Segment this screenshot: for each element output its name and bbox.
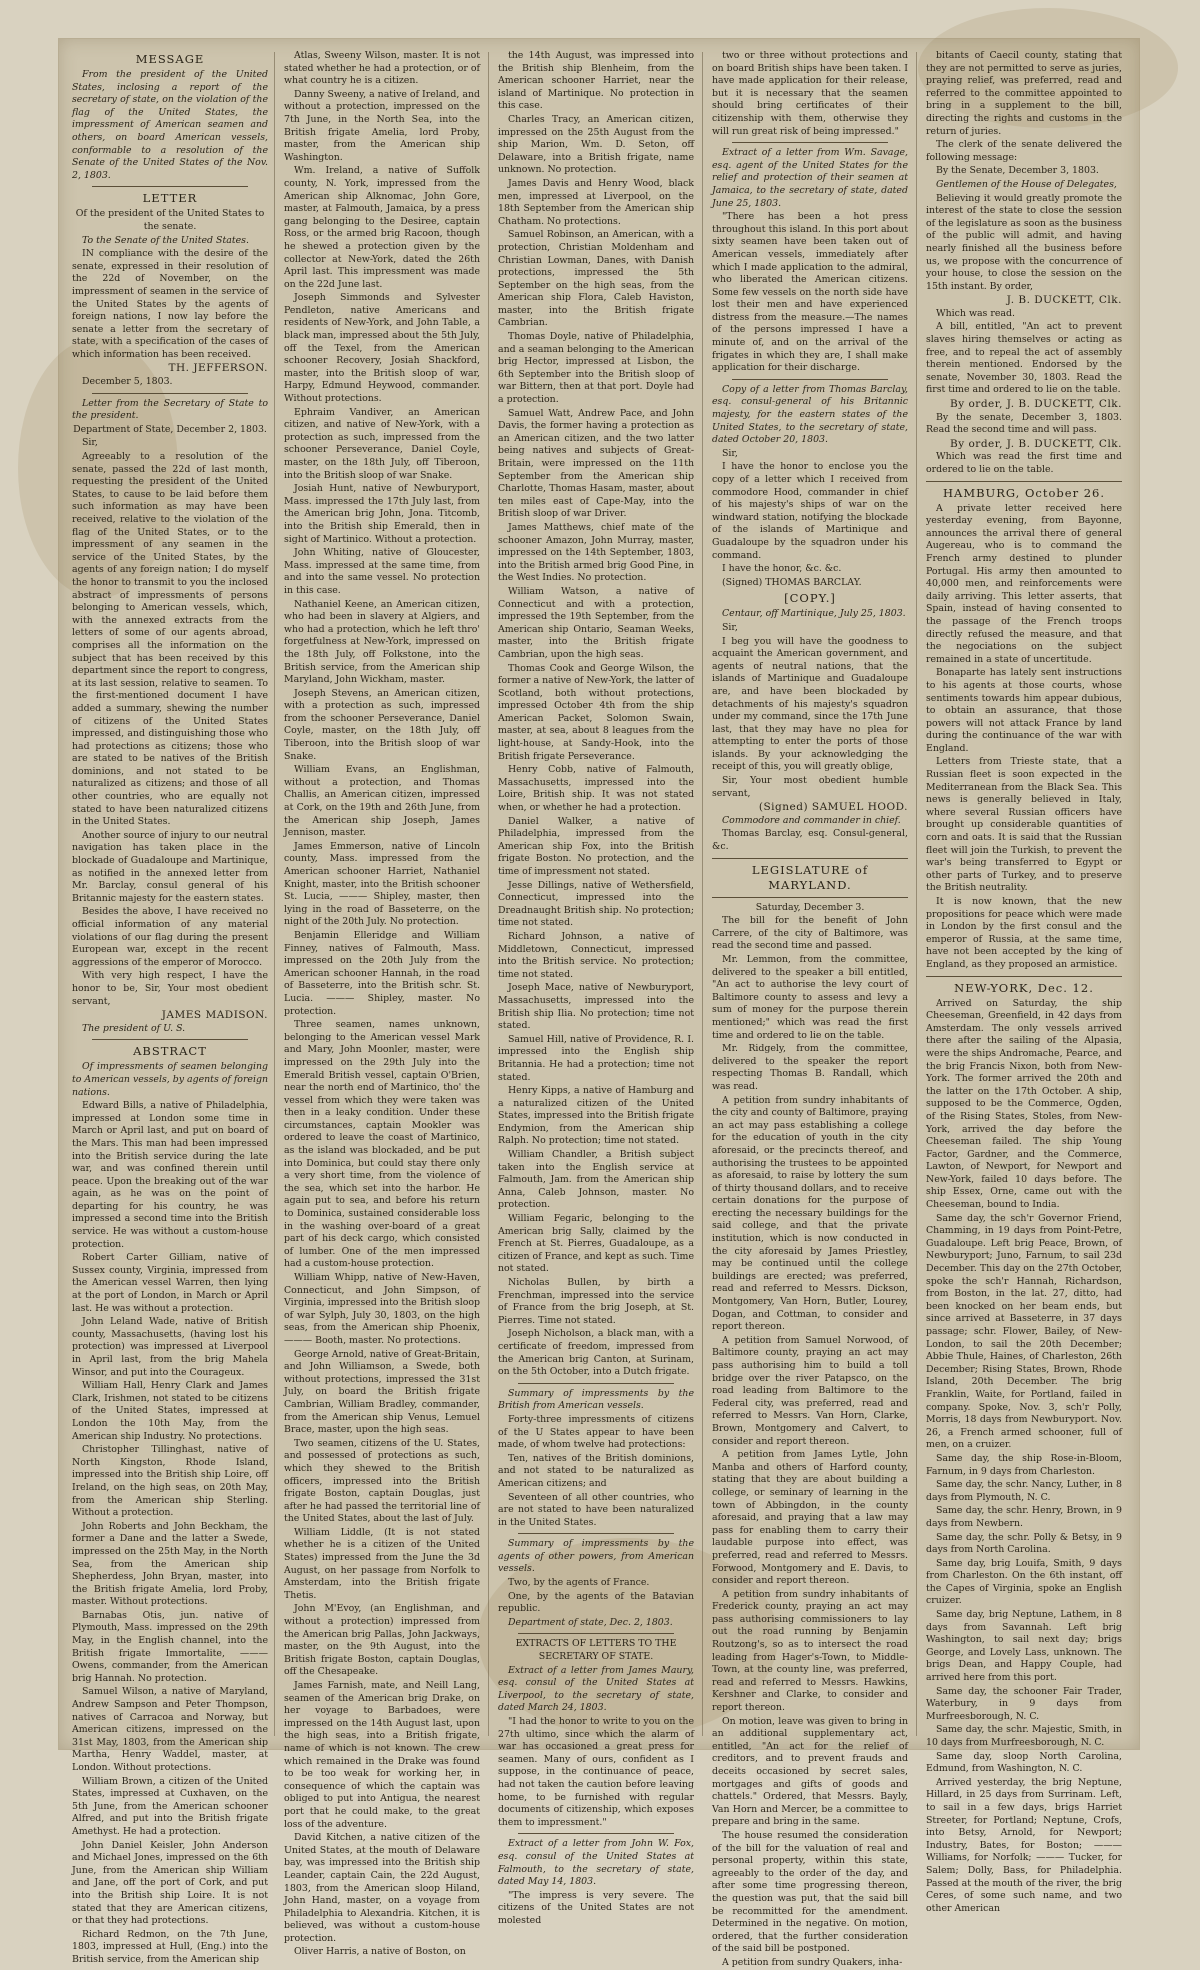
paragraph: David Kitchen, a native citizen of the United States, at the mouth of Delaware bay, was impressed into the British ship Leander, captain Cain, the 22d August, 1803, from the American sloop Hiland, John Hand, master, on a voyage from Philadelphia to Alexandria. Kitchen, it is believed, was without a custom-house protection.: [284, 1832, 480, 1944]
separator-rule: [926, 481, 1122, 482]
paragraph: William Watson, a native of Connecticut and with a protection, impressed the 19th September, from the American ship Ontario, Seaman Weeks, master, into the British frigate Cambrian, upon the high seas.: [498, 585, 694, 660]
paragraph: Bonaparte has lately sent instructions to his agents at those courts, whose sentiments towards him appear dubious, to obtain an assurance, that those powers will not attack France by land during the continuance of the war with England.: [926, 667, 1122, 754]
paragraph: Sir,: [82, 437, 98, 449]
signature: (Signed) SAMUEL HOOD.: [758, 801, 908, 814]
separator-rule: [518, 1383, 674, 1384]
paragraph: The bill for the benefit of John Carrere, of the city of Baltimore, was read the second time and passed.: [712, 915, 908, 952]
paragraph: It is now known, that the new propositions for peace which were made in London by the first consul and the emperor of Russia, at the same time, have not been accepted by the king of England, as they proposed an armistice.: [926, 896, 1122, 970]
separator-rule: [92, 393, 248, 394]
paragraph: December 5, 1803.: [82, 376, 173, 388]
paragraph: Samuel Hill, native of Providence, R. I. impressed into the English ship Britannia. He had a protection; time not stated.: [498, 1033, 694, 1083]
column-rule: [274, 52, 275, 1736]
paragraph: Robert Carter Gilliam, native of Sussex county, Virginia, impressed from the American vessel Warren, then lying at the port of London, in March or April last. He was without a protection.: [72, 1252, 268, 1314]
paragraph: By the Senate, December 3, 1803.: [936, 165, 1099, 177]
paragraph: "There has been a hot press throughout this island. In this port about sixty seamen have been taken out of American vessels, immediately after which I made application to the admiral, who liberated the American citizens. Some few vessels on the north side have lost their men and have experienced distress from the measure.—The names of the persons impressed I have a minute of, and on the arrival of the frigates in which they are, I shall make application for their discharge.: [712, 211, 908, 374]
paragraph: Edward Bills, a native of Philadelphia, impressed at London some time in March or April last, and put on board of the Mars. This man had been impressed into the British service during the late war, and was confined therein until peace. Upon the breaking out of the war again, as he was on the point of departing for his country, he was impressed a second time into the British service. He was without a custom-house protection.: [72, 1100, 268, 1250]
italic-line: The president of U. S.: [82, 1022, 186, 1034]
paragraph: Barnabas Otis, jun. native of Plymouth, Mass. impressed on the 29th May, in the English channel, into the British frigate Immortalite, ——— Owens, commander, from the American brig Hannah. No protection.: [72, 1609, 268, 1684]
paragraph: Nicholas Bullen, by birth a Frenchman, impressed into the service of France from the brig Joseph, at St. Pierres. Time not stated.: [498, 1277, 694, 1326]
paragraph: A petition from James Lytle, John Manba and others of Harford county, stating that they are about building a college, or seminary of learning in the town of Abbingdon, in the county aforesaid, and praying that a law may pass for enabling them to carry their laudable purpose into effect, was preferred, read and referred to Messrs. Forwood, Montgomery and E. Davis, to consider and report thereon.: [712, 1449, 908, 1587]
paragraph: George Arnold, native of Great-Britain, and John Williamson, a Swede, both without protections, impressed the 31st July, on board the British frigate Cambrian, William Bradley, commander, from the American ship Venus, Lemuel Brace, master, upon the high seas.: [284, 1348, 480, 1436]
paragraph: Richard Redmon, on the 7th June, 1803, impressed at Hull, (Eng.) into the British service, from the American ship: [72, 1928, 268, 1965]
italic-line: Department of state, Dec. 2, 1803.: [508, 1616, 673, 1628]
paragraph: James Matthews, chief mate of the schooner Amazon, John Murray, master, impressed on the 14th September, 1803, into the British armed brig Good Pine, in the West Indies. No protection.: [498, 521, 694, 584]
paragraph: Same day, the sch'r Governor Friend, Chamming, in 19 days from Point-Petre, Guadaloupe. Left brig Peace, Brown, of Newburyport; Juno, Farnum, to sail 23d December. This day on the 27th October, spoke the sch'r Hannah, Richardson, from Boston, in the lat. 27, ditto, had been knocked on her beam ends, but since arrived at Basseterre, in 37 days passage; schr. Flower, Bailey, of New-London, to sail the 20th December; Abbie Thule, Haines, of Charleston, 26th December; Rising States, Brown, Rhode Island, 20th December. The brig Franklin, Waite, for Portland, failed in company. Spoke, Nov. 3, sch'r Polly, Morris, 18 days from Newburyport. Nov. 26, a French armed schooner, full of men, on a cruizer.: [926, 1212, 1122, 1451]
italic-line: Letter from the Secretary of State to the president.: [72, 397, 268, 422]
paragraph: Thomas Doyle, native of Philadelphia, and a seaman belonging to the American brig Hector, impressed at Lisbon, the 6th September into the British sloop of war Bittern, then at that port. Doyle had a protection.: [498, 331, 694, 406]
paragraph: James Farnish, mate, and Neill Lang, seamen of the American brig Drake, on her voyage to Barbadoes, were impressed on the 14th August last, upon the high seas, into a British frigate, name of which is not known. The crew which remained in the Drake was found to be too weak for working her, in consequence of which the captain was obliged to put into Antigua, the nearest port that he could make, to the great loss of the adventure.: [284, 1680, 480, 1830]
separator-rule: [518, 1533, 674, 1534]
column-2: [280, 50, 484, 1958]
paragraph: Which was read the first time and ordered to lie on the table.: [926, 451, 1122, 475]
separator-rule: [518, 1833, 674, 1834]
paragraph: John Roberts and John Beckham, the former a Dane and the latter a Swede, impressed on the 25th May, in the North Sea, from the American ship Shepherdess, John Bryan, master, into the British frigate Amelia, lord Proby, master. Without protections.: [72, 1520, 268, 1608]
paragraph: Jesse Dillings, native of Wethersfield, Connecticut, impressed into the Dreadnaught British ship. No protection; time not stated.: [498, 879, 694, 929]
paragraph: "I had the honor to write to you on the 27th ultimo, since which the alarm of war has occasioned a great press for seamen. Many of ours, confident as I suppose, in the continuance of peace, had not taken the caution before leaving home, to be furnished with regular documents of citizenship, which exposes them to impressment.": [498, 1716, 694, 1828]
italic-line: Extract of a letter from Wm. Savage, esq. agent of the United States for the relief and protection of their seamen at Jamaica, to the secretary of state, dated June 25, 1803.: [712, 147, 908, 209]
paragraph: Nathaniel Keene, an American citizen, who had been in slavery at Algiers, and who had a protection, which he left thro' forgetfulness at New-York, impressed on the 18th July, off Folkstone, into the British service, from the American ship Maryland, John Wickham, master.: [284, 598, 480, 686]
paragraph: William Fegaric, belonging to the American brig Sally, claimed by the French at St. Pierres, Guadaloupe, as a citizen of France, and kept as such. Time not stated.: [498, 1213, 694, 1275]
paragraph: Which was read.: [936, 307, 1015, 319]
paragraph: Same day, the schr. Polly & Betsy, in 9 days from North Carolina.: [926, 1531, 1122, 1556]
separator-rule: [92, 1039, 248, 1040]
italic-line: Summary of impressments by the British from American vessels.: [498, 1387, 694, 1412]
paragraph: two or three without protections and on board British ships have been taken. I have made application for their release, but it is necessary that the seamen should bring certificates of their citizenship with them, otherwise they will run great risk of being impressed.": [712, 50, 908, 137]
paragraph: John M'Evoy, (an Englishman, and without a protection) impressed from the American brig Pallas, John Jackways, master, on the 9th August, into the British frigate Boston, captain Douglas, off the Chesapeake.: [284, 1603, 480, 1678]
paragraph: The house resumed the consideration of the bill for the valuation of real and personal property, within this state, agreeably to the order of the day, and after some time progressing thereon, the question was put, that the said bill be recommitted for the amendment. Determined in the negative. On motion, ordered, that the further consideration of the said bill be postponed.: [712, 1829, 908, 1955]
paragraph: The clerk of the senate delivered the following message:: [926, 139, 1122, 163]
signature: JAMES MADISON.: [161, 1009, 268, 1022]
paragraph: Same day, the schr. Henry, Brown, in 9 days from Newbern.: [926, 1505, 1122, 1529]
centered-line: Of the president of the United States to the senate.: [75, 208, 265, 232]
italic-line: Of impressments of seamen belonging to American vessels, by agents of foreign nations.: [72, 1061, 269, 1098]
paragraph: Thomas Barclay, esq. Consul-general, &c.: [712, 828, 908, 853]
paragraph: Ephraim Vandiver, an American citizen, and native of New-York, with a protection as such, impressed from the schooner Perseverance, Daniel Coyle, master, on the 18th July, off Tiberoon, into the British sloop of war Snake.: [284, 406, 480, 481]
paragraph: John Whiting, native of Gloucester, Mass. impressed at the same time, from and into the same vessel. No protection in this case.: [284, 547, 480, 596]
paragraph: William Evans, an Englishman, without a protection, and Thomas Challis, an American citizen, impressed at Cork, on the 19th and 26th June, from the American ship Joseph, James Jennison, master.: [284, 764, 480, 839]
paragraph: Samuel Watt, Andrew Pace, and John Davis, the former having a protection as an American citizen, and the two latter being natives and subjects of Great-Britain, were impressed on the 11th September from the American ship Charlotte, Thomas Hasam, master, about ten miles east of Cape-May, into the British sloop of war Driver.: [498, 407, 694, 520]
paragraph: William Whipp, native of New-Haven, Connecticut, and John Simpson, of Virginia, impressed into the British sloop of war Sylph, July 30, 1803, on the high seas, from the American ship Phoenix, ——— Booth, master. No protections.: [284, 1272, 480, 1346]
paragraph: I beg you will have the goodness to acquaint the American government, and agents of neutral nations, that the islands of Martinique and Guadaloupe are, and have been blockaded by detachments of his majesty's squadron under my command, since the 17th June last, that they may have no plea for attempting to enter the ports of those islands. By your acknowledging the receipt of this, you will greatly oblige,: [712, 635, 908, 773]
centered-line: Department of State, December 2, 1803.: [73, 423, 267, 435]
paragraph: With very high respect, I have the honor to be, Sir, Your most obedient servant,: [72, 970, 268, 1007]
paragraph: A bill, entitled, "An act to prevent slaves hiring themselves or acting as free, and to repeal the act of assembly therein mentioned. Endorsed by the senate, November 30, 1803. Read the first time and ordered to lie on the table.: [926, 321, 1122, 396]
section-heading: ABSTRACT: [133, 1044, 207, 1059]
paragraph: Same day, brig Neptune, Lathem, in 8 days from Savannah. Left brig Washington, to sail next day; brigs George, and Lovely Lass, unknown. The brigs Dean, and Happy Couple, had arrived here from this port.: [926, 1609, 1122, 1684]
italic-line: Gentlemen of the House of Delegates,: [936, 178, 1117, 190]
italic-line: To the Senate of the United States.: [82, 234, 249, 246]
paragraph: Arrived on Saturday, the ship Cheeseman, Greenfield, in 42 days from Amsterdam. The only vessels arrived there after the sailing of the Alpasia, were the ships Andromache, Pearce, and the brig Francis Nixon, both from New-York. The former arrived the 20th and the latter on the 17th October. A ship, supposed to be the Commerce, Ogden, of the Rising States, Stoles, from New-York, arrived the day before the Cheeseman failed. The ship Young Factor, Gardner, and the Commerce, Lawton, of Newport, for Newport and New-York, failed 10 days before. The ship Essex, Orne, came out with the Cheeseman, bound to India.: [926, 997, 1122, 1211]
paragraph: Believing it would greatly promote the interest of the state to close the session of the legislature as soon as the business of the public will admit, and having nearly finished all the business before us, we propose with the concurrence of your house, to close the session on the 15th instant. By order,: [926, 192, 1122, 292]
column-rule: [488, 52, 489, 1736]
paragraph: Same day, the schooner Fair Trader, Waterbury, in 9 days from Murfreesborough, N. C.: [926, 1685, 1122, 1722]
paragraph: IN compliance with the desire of the senate, expressed in their resolution of the 22d of November, on the impressment of seamen in the service of the United States by the agents of foreign nations, I now lay before the senate a letter from the secretary of state, with a specification of the cases of which information has been received.: [72, 248, 268, 360]
paragraph: Joseph Nicholson, a black man, with a certificate of freedom, impressed from the American brig Canton, at Surinam, on the 5th October, into a Dutch frigate.: [498, 1328, 694, 1378]
paragraph: Atlas, Sweeny Wilson, master. It is not stated whether he had a protection, or of what country he is a citizen.: [284, 50, 480, 87]
italic-line: Summary of impressments by the agents of other powers, from American vessels.: [498, 1538, 694, 1575]
paragraph: Wm. Ireland, a native of Suffolk county, N. York, impressed from the American ship Alknomac, John Gore, master, at Falmouth, Jamaica, by a press gang belonging to the Desiree, captain Ross, or the armed brig Racoon, though he shewed a protection given by the collector at New-York, dated the 26th April last. This impressment was made on the 22d June last.: [284, 165, 480, 290]
paragraph: Thomas Cook and George Wilson, the former a native of New-York, the latter of Scotland, both without protections, impressed October 4th from the ship American Packet, Solomon Swain, master, at sea, about 8 leagues from the light-house, at Sandy-Hook, into the British frigate Perseverance.: [498, 662, 695, 762]
italic-line: Copy of a letter from Thomas Barclay, esq. consul-general of his Britannic majesty, for the eastern states of the United States, to the secretary of state, dated October 20, 1803.: [712, 383, 908, 446]
italic-line: Centaur, off Martinique, July 25, 1803.: [722, 608, 906, 620]
italic-line: Extract of a letter from John W. Fox, esq. consul of the United States at Falmouth, to the secretary of state, dated May 14, 1803.: [498, 1838, 694, 1888]
signature: J. B. DUCKETT, Clk.: [1006, 294, 1122, 307]
signature: By order, J. B. DUCKETT, Clk.: [950, 437, 1122, 450]
paragraph: James Davis and Henry Wood, black men, impressed at Liverpool, on the 18th September from the American ship Chatham. No protections.: [498, 177, 694, 227]
separator-rule: [518, 1633, 674, 1634]
separator-rule: [712, 858, 908, 859]
paragraph: Mr. Lemmon, from the committee, delivered to the speaker a bill entitled, "An act to authorise the levy court of Baltimore county to assess and levy a sum of money for the purpose therein mentioned;" which was read the first time and ordered to lie on the table.: [712, 954, 908, 1041]
newspaper-page: [58, 38, 1140, 1968]
section-heading: HAMBURG, October 26.: [942, 485, 1106, 500]
paragraph: "The impress is very severe. The citizens of the United States are not molested: [498, 1889, 694, 1926]
signature: By order, J. B. DUCKETT, Clk.: [950, 398, 1122, 411]
section-heading: [COPY.]: [784, 591, 836, 606]
paragraph: Ten, natives of the British dominions, and not stated to be naturalized as American citizens; and: [498, 1452, 694, 1489]
paragraph: Danny Sweeny, a native of Ireland, and without a protection, impressed on the 7th June, in the North Sea, into the British frigate Amelia, lord Proby, master, from the American ship Washington.: [284, 88, 480, 163]
italic-line: Commodore and commander in chief.: [722, 814, 901, 826]
paragraph: Joseph Mace, native of Newburyport, Massachusetts, impressed into the British ship Ilia. No protection; time not stated.: [498, 982, 694, 1032]
separator-rule: [732, 142, 888, 143]
paragraph: the 14th August, was impressed into the British ship Blenheim, from the American schooner Harriet, near the island of Martinique. No protection in this case.: [498, 50, 694, 112]
paragraph: Samuel Robinson, an American, with a protection, Christian Moldenham and Christian Lowman, Danes, with Danish protections, impressed the 5th September on the high seas, from the American ship Flora, Caleb Haviston, master, into the British frigate Cambrian.: [498, 229, 694, 329]
section-heading: LEGISLATURE of MARYLAND.: [751, 862, 869, 892]
paragraph: Letters from Trieste state, that a Russian fleet is soon expected in the Mediterranean from the Black Sea. This news is generally believed in Italy, where several Russian officers have brought up considerable quantities of corn and oats. It is said that the Russian fleet will join the Turkish, to prevent the war's being transferred to Egypt or other parts of Turkey, and to preserve the British neutrality.: [926, 756, 1122, 894]
column-3: [494, 50, 698, 1926]
signature: TH. JEFFERSON.: [168, 362, 268, 375]
column-4: [708, 50, 912, 1968]
paragraph: Besides the above, I have received no official information of any material violations of our flag during the present European war, except in the recent aggressions of the emperor of Morocco.: [72, 906, 268, 968]
paragraph: Henry Kipps, a native of Hamburg and a naturalized citizen of the United States, impressed into the British frigate Endymion, from the American ship Ralph. No protection; time not stated.: [498, 1085, 694, 1147]
column-rule: [916, 52, 917, 1736]
paragraph: Another source of injury to our neutral navigation has taken place in the blockade of Guadaloupe and Martinique, as notified in the annexed letter from Mr. Barclay, consul general of his Britannic majesty for the eastern states.: [72, 829, 268, 904]
paragraph: Benjamin Elleridge and William Finney, natives of Falmouth, Mass. impressed on the 20th July from the American schooner Hannah, in the road of Basseterre, into the British schr. St. Lucia. ——— Shipley, master. No protection.: [284, 929, 480, 1017]
paragraph: Mr. Ridgely, from the committee, delivered to the speaker the report respecting Thomas B. Randall, which was read.: [712, 1043, 908, 1092]
paragraph: Henry Cobb, native of Falmouth, Massachusetts, impressed into the Loire, British ship. It was not stated when, or whether he had a protection.: [498, 764, 694, 814]
paragraph: James Emmerson, native of Lincoln county, Mass. impressed from the American schooner Harriet, Nathaniel Knight, master, into the British schooner St. Lucia, ——— Shipley, master, then lying in the road of Basseterre, on the night of the 20th July. No protection.: [284, 840, 480, 928]
paragraph: Agreeably to a resolution of the senate, passed the 22d of last month, requesting the president of the United States, to cause to be laid before them such information as may have been received, relative to the violation of the flag of the United States, or to the impressment of any seamen in the service of the United States, by the agents of any foreign nation; I do myself the honor to transmit to you the inclosed abstract of impressments of persons belonging to American vessels, which, with the annexed extracts from the letters of some of our agents abroad, comprises all the information on the subject that has been received by this department since the report to congress, at its last session, relative to seamen. To the first-mentioned document I have added a summary, shewing the number of citizens of the United States impressed, and distinguishing those who had protections as citizens; those who are stated to be natives of the British dominions, and not stated to be naturalized as citizens; and those of all other countries, who are equally not stated to have been naturalized citizens in the United States.: [72, 451, 268, 828]
separator-rule: [712, 897, 908, 898]
paragraph: Same day, the schr. Majestic, Smith, in 10 days from Murfreesborough, N. C.: [926, 1724, 1122, 1748]
paragraph: William Chandler, a British subject taken into the English service at Falmouth, Jam. from the American ship Anna, Caleb Johnson, master. No protection.: [498, 1149, 694, 1211]
paragraph: Three seamen, names unknown, belonging to the American vessel Mark and Mary, John Moonler, master, were impressed on the 29th July into the Emerald British vessel, captain O'Brien, near the north end of Martinico, tho' the vessel from which they were taken was then in a leaky condition. Under these circumstances, captain Mookler was ordered to leave the coast of Martinico, as the island was blockaded, and be put into Dominica, but could stay there only a very short time, from the violence of the sea, which set into the harbor. He again put to sea, and before his return to Dominica, sustained considerable loss in the washing over-board of a great part of his deck cargo, which consisted of lumber. One of the men impressed had a custom-house protection.: [284, 1019, 480, 1270]
paragraph: A petition from Samuel Norwood, of Baltimore county, praying an act may pass authorising him to build a toll bridge over the river Patapsco, on the road leading from Baltimore to the Federal city, was preferred, read and referred to Messrs. Van Horn, Clarke, Brown, Montgomery and Calvert, to consider and report thereon.: [712, 1334, 908, 1447]
paragraph: Same day, the schr. Nancy, Luther, in 8 days from Plymouth, N. C.: [926, 1479, 1122, 1503]
centered-line: EXTRACTS OF LETTERS TO THE SECRETARY OF STATE.: [515, 1638, 677, 1663]
paragraph: Same day, brig Louifa, Smith, 9 days from Charleston. On the 6th instant, off the Capes of Virginia, spoke an English cruizer.: [926, 1557, 1122, 1607]
italic-line: Extract of a letter from James Maury, esq. consul of the United States at Liverpool, to the secretary of state, dated March 24, 1803.: [498, 1664, 694, 1714]
paragraph: Charles Tracy, an American citizen, impressed on the 25th August from the ship Marion, Wm. D. Seton, off Delaware, into a British frigate, name unknown. No protection.: [498, 113, 694, 176]
paragraph: A petition from sundry inhabitants of the city and county of Baltimore, praying an act may pass establishing a college for the education of youth in the city aforesaid, or the precincts thereof, and authorising the trustees to be appointed as aforesaid, to raise by lottery the sum of thirty thousand dollars, and to receive certain donations for the purpose of erecting the necessary buildings for the said college, and that the private institution, which is now conducted in the city aforesaid by James Priestley, may be continued until the college buildings are erected; was preferred, read and referred to Messrs. Dickson, Montgomery, Van Horn, Butler, Lourey, Dogan, and Cottman, to consider and report thereon.: [712, 1094, 908, 1333]
paragraph: Daniel Walker, a native of Philadelphia, impressed from the American ship Fox, into the British frigate Boston. No protection, and the time of impressment not stated.: [498, 815, 694, 877]
separator-rule: [926, 976, 1122, 977]
separator-rule: [92, 186, 248, 187]
paragraph: Two seamen, citizens of the U. States, and possessed of protections as such, which they shewed to the British officers, impressed into the British frigate Boston, captain Douglas, just after he had passed the territorial line of the United States, about the last of July.: [284, 1437, 480, 1525]
paragraph: I have the honor, &c. &c.: [722, 563, 842, 575]
section-heading: LETTER: [142, 191, 198, 206]
paragraph: Joseph Stevens, an American citizen, with a protection as such, impressed from the schooner Perseverance, Daniel Coyle, master, on the 18th July, off Tiberoon, into the British sloop of war Snake.: [284, 687, 480, 762]
paragraph: John Leland Wade, native of British county, Massachusetts, (having lost his protection) was impressed at Liverpool in April last, from the brig Mahela Winsor, and put into the Courageux.: [72, 1316, 268, 1378]
paragraph: Same day, the ship Rose-in-Bloom, Farnum, in 9 days from Charleston.: [926, 1452, 1122, 1477]
section-heading: NEW-YORK, Dec. 12.: [954, 980, 1094, 995]
paragraph: John Daniel Keisler, John Anderson and Michael Jones, impressed on the 6th June, from the American ship William and Jane, off the port of Cork, and put into the British ship Loire. It is not stated that they are American citizens, or that they had protections.: [72, 1839, 268, 1927]
paragraph: Samuel Wilson, a native of Maryland, Andrew Sampson and Peter Thompson, natives of Carracoa and Norway, but American citizens, impressed on the 31st May, 1803, from the American ship Martha, Henry Waddel, master, at London. Without protections.: [72, 1686, 268, 1773]
paragraph: A petition from sundry inhabitants of Frederick county, praying an act may pass authorising commissioners to lay out the road running by Benjamin Routzong's, so as to intersect the road leading from Hager's-Town, to Middle-Town, at the county line, was preferred, read and referred to Messrs. Hawkins, Kershner and Clarke, to consider and report thereon.: [712, 1588, 908, 1714]
paragraph: Sir, Your most obedient humble servant,: [712, 775, 908, 799]
section-heading: MESSAGE: [135, 52, 205, 66]
paragraph: Sir,: [722, 621, 738, 633]
paragraph: A petition from sundry Quakers, inha-: [722, 1956, 903, 1968]
centered-line: Saturday, December 3.: [755, 901, 865, 913]
paragraph: One, by the agents of the Batavian republic.: [498, 1590, 694, 1615]
column-1: [68, 50, 272, 1965]
paragraph: A private letter received here yesterday evening, from Bayonne, announces the arrival there of general Augereau, who is to command the French army destined to plunder Portugal. His army then amounted to 40,000 men, and reinforcements were daily arriving. This letter asserts, that Spain, instead of having consented to the passage of the French troops directly refused the measure, and that the negociations on the subject remained in a state of uncertitude.: [926, 502, 1122, 665]
paragraph: Richard Johnson, a native of Middletown, Connecticut, impressed into the British service. No protection; time not stated.: [498, 930, 694, 980]
paragraph: William Hall, Henry Clark and James Clark, Irishmen, not stated to be citizens of the United States, impressed at London the 10th May, from the American ship Industry. No protections.: [72, 1380, 268, 1442]
separator-rule: [732, 379, 888, 380]
paragraph: Josiah Hunt, native of Newburyport, Mass. impressed the 17th July last, from the American brig John, Jona. Titcomb, into the British ship Emerald, then in sight of Martinico. Without a protection.: [284, 483, 480, 545]
paragraph: bitants of Caecil county, stating that they are not permitted to serve as juries, praying relief, was preferred, read and referred to the committee appointed to bring in a supplement to the bill, directing the rights and customs in the return of juries.: [926, 50, 1122, 137]
paragraph: Same day, sloop North Carolina, Edmund, from Washington, N. C.: [926, 1750, 1122, 1775]
paragraph: Joseph Simmonds and Sylvester Pendleton, native Americans and residents of New-York, and John Table, a black man, impressed about the 5th July, off the Texel, from the American schooner Recovery, Josiah Shackford, master, into the British sloop of war, Harpy, Edmund Heywood, commander. Without protections.: [284, 292, 480, 405]
paragraph: Oliver Harris, a native of Boston, on: [294, 1946, 466, 1958]
paragraph: Forty-three impressments of citizens of the U States appear to have been made, of whom twelve had protections:: [498, 1413, 694, 1451]
paragraph: By the senate, December 3, 1803. Read the second time and will pass.: [926, 411, 1122, 436]
italic-line: From the president of the United States, inclosing a report of the secretary of state, on the violation of the flag of the United States, the impressment of American seamen and others, on board American vessels, conformable to a resolution of the Senate of the United States of the Nov. 2, 1803.: [72, 69, 268, 181]
paragraph: Sir,: [722, 447, 738, 459]
paragraph: Arrived yesterday, the brig Neptune, Hillard, in 25 days from Surrinam. Left, to sail in a few days, brigs Harriet Streeter, for Portland; Neptune, Crofs, into Betsy, Arnold, for Newport; Industry, Bates, for Boston; ——— Williams, for Norfolk; ——— Tucker, for Salem; Dolly, Bass, for Philadelphia. Passed at the mouth of the river, the brig Ceres, of some such name, and two other American: [926, 1776, 1122, 1914]
paragraph: I have the honor to enclose you the copy of a letter which I received from commodore Hood, commander in chief of his majesty's ships of war on the windward station, notifying the blockade of the islands of Martinique and Guadaloupe by the squadron under his command.: [712, 461, 908, 561]
paragraph: William Liddle, (It is not stated whether he is a citizen of the United States) impressed from the June the 3d August, on her passage from Norfolk to Amsterdam, into the British frigate Thetis.: [284, 1526, 480, 1601]
paragraph: On motion, leave was given to bring in an additional supplementary act, entitled, "An act for the relief of creditors, and to prevent frauds and deceits occasioned by secret sales, mortgages and gifts of goods and chattels." Ordered, that Messrs. Bayly, Van Horn and Mercer, be a committee to prepare and bring in the same.: [712, 1715, 908, 1828]
paragraph: Christopher Tillinghast, native of North Kingston, Rhode Island, impressed into the British ship Loire, off Ireland, on the high seas, on 20th May, from the American ship Sterling. Without a protection.: [72, 1444, 268, 1519]
paragraph: Two, by the agents of France.: [508, 1577, 650, 1589]
paragraph: (Signed) THOMAS BARCLAY.: [722, 576, 862, 588]
paragraph: Seventeen of all other countries, who are not stated to have been naturalized in the United States.: [498, 1491, 694, 1528]
column-5: [922, 50, 1126, 1914]
paragraph: William Brown, a citizen of the United States, impressed at Cuxhaven, on the 5th June, from the American schooner Alfred, and put into the British frigate Amethyst. He had a protection.: [72, 1775, 268, 1837]
column-rule: [702, 52, 703, 1736]
